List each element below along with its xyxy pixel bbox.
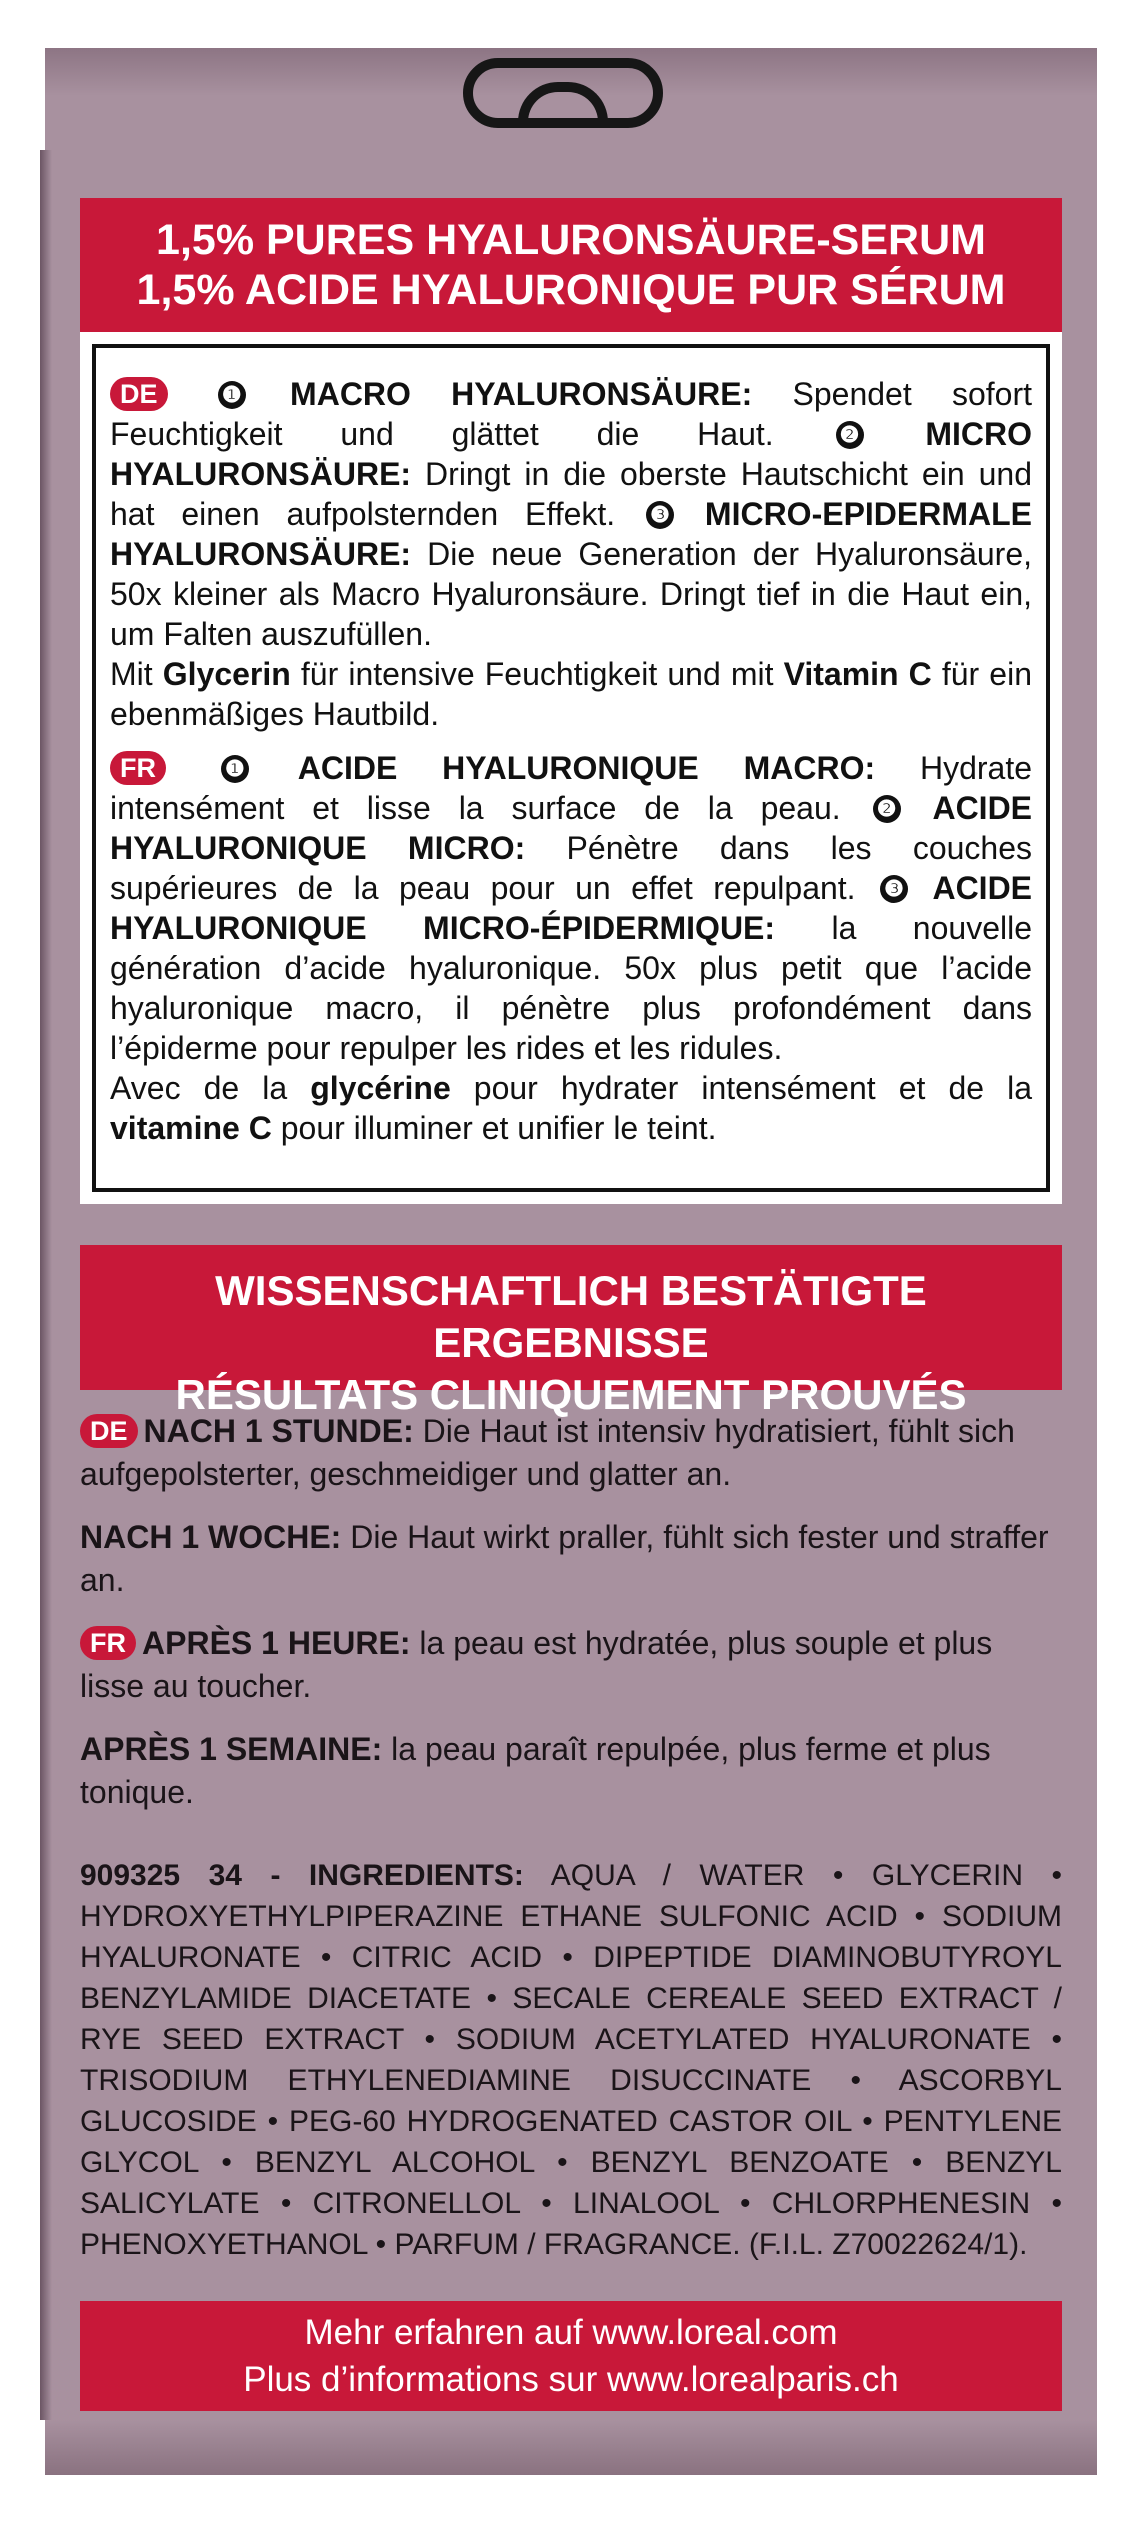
footer-link-loreal: Mehr erfahren auf www.loreal.com	[304, 2313, 838, 2352]
footer-banner	[80, 2301, 1062, 2411]
package-bottom-edge	[45, 2420, 1097, 2475]
recycling-symbol-icon	[463, 58, 663, 128]
ingredients-list	[80, 1855, 1062, 2265]
lang-badge-de: DE	[80, 1414, 138, 1448]
result-de-week: NACH 1 WOCHE: Die Haut wirkt praller, fühlt sich fester und straffer an.	[80, 1519, 1049, 1598]
package-edge-shadow	[40, 150, 52, 2420]
description-fr: FR ❶ ACIDE HYALURONIQUE MACRO: Hydrate intensément et lisse la surface de la peau. ❷ ACIDE HYALURONIQUE MICRO: Pénètre dans les couches supérieures de la peau pour un effet repulpant. ❸ ACIDE HYALURONIQUE MICRO-ÉPIDERMIQUE: la nouvelle génération d’acide hyaluronique. 50x plus petit que l’acide hyaluronique macro, il pénètre plus profondément dans l’épiderme pour repulper les rides et les ridules. Avec de la glycérine pour hydrater intensément et de la vitamine C pour illuminer et unifier le teint.	[110, 750, 1033, 1146]
lang-badge-fr: FR	[80, 1626, 136, 1660]
number-3-icon: ❸	[646, 501, 674, 529]
description-de: DE ❶ MACRO HYALURONSÄURE: Spendet sofort Feuchtigkeit und glättet die Haut. ❷ MICRO HYALURONSÄURE: Dringt in die oberste Hautschicht ein und hat einen aufpolsternden Effekt. ❸ MICRO-EPIDERMALE HYALURONSÄURE: Die neue Generation der Hyaluronsäure, 50x kleiner als Macro Hyaluronsäure. Dringt tief in die Haut ein, um Falten auszufüllen. Mit Glycerin für intensive Feuchtigkeit und mit Vitamin C für ein ebenmäßiges Hautbild.	[110, 376, 1033, 732]
lang-badge-fr: FR	[110, 751, 166, 785]
ingredients-text: AQUA / WATER • GLYCERIN • HYDROXYETHYLPIPERAZINE ETHANE SULFONIC ACID • SODIUM HYALURONATE • CITRIC ACID • DIPEPTIDE DIAMINOBUTYROYL BENZYLAMIDE DIACETATE • SECALE CEREALE SEED EXTRACT / RYE SEED EXTRACT • SODIUM ACETYLATED HYALURONATE • TRISODIUM ETHYLENEDIAMINE DISUCCINATE • ASCORBYL GLUCOSIDE • PEG-60 HYDROGENATED CASTOR OIL • PENTYLENE GLYCOL • BENZYL ALCOHOL • BENZYL BENZOATE • BENZYL SALICYLATE • CITRONELLOL • LINALOOL • CHLORPHENESIN • PHENOXYETHANOL • PARFUM / FRAGRANCE. (F.I.L. Z70022624/1).	[80, 1859, 1063, 2261]
number-2-icon: ❷	[873, 795, 901, 823]
result-fr-hour: FR APRÈS 1 HEURE: la peau est hydratée, plus souple et plus lisse au toucher.	[80, 1625, 993, 1704]
footer-link-lorealparis: Plus d’informations sur www.lorealparis.ch	[243, 2360, 899, 2399]
number-1-icon: ❶	[221, 755, 249, 783]
results-title-de: WISSENSCHAFTLICH BESTÄTIGTE ERGEBNISSE	[215, 1267, 927, 1366]
lang-badge-de: DE	[110, 377, 168, 411]
results-section	[80, 1410, 1062, 1834]
product-title-de: 1,5% PURES HYALURONSÄURE-SERUM	[156, 216, 986, 264]
result-de-hour: DE NACH 1 STUNDE: Die Haut ist intensiv hydratisiert, fühlt sich aufgepolsterter, geschmeidiger und glatter an.	[80, 1413, 1015, 1492]
description-box	[92, 344, 1050, 1192]
description-panel	[80, 332, 1062, 1204]
product-title-banner	[80, 198, 1062, 332]
results-title-fr: RÉSULTATS CLINIQUEMENT PROUVÉS	[175, 1371, 967, 1418]
number-2-icon: ❷	[836, 421, 864, 449]
number-1-icon: ❶	[218, 381, 246, 409]
product-title-fr: 1,5% ACIDE HYALURONIQUE PUR SÉRUM	[136, 266, 1006, 314]
ingredients-label: 909325 34 - INGREDIENTS:	[80, 1859, 524, 1892]
number-3-icon: ❸	[880, 875, 908, 903]
result-fr-week: APRÈS 1 SEMAINE: la peau paraît repulpée, plus ferme et plus tonique.	[80, 1731, 991, 1810]
results-banner	[80, 1245, 1062, 1418]
